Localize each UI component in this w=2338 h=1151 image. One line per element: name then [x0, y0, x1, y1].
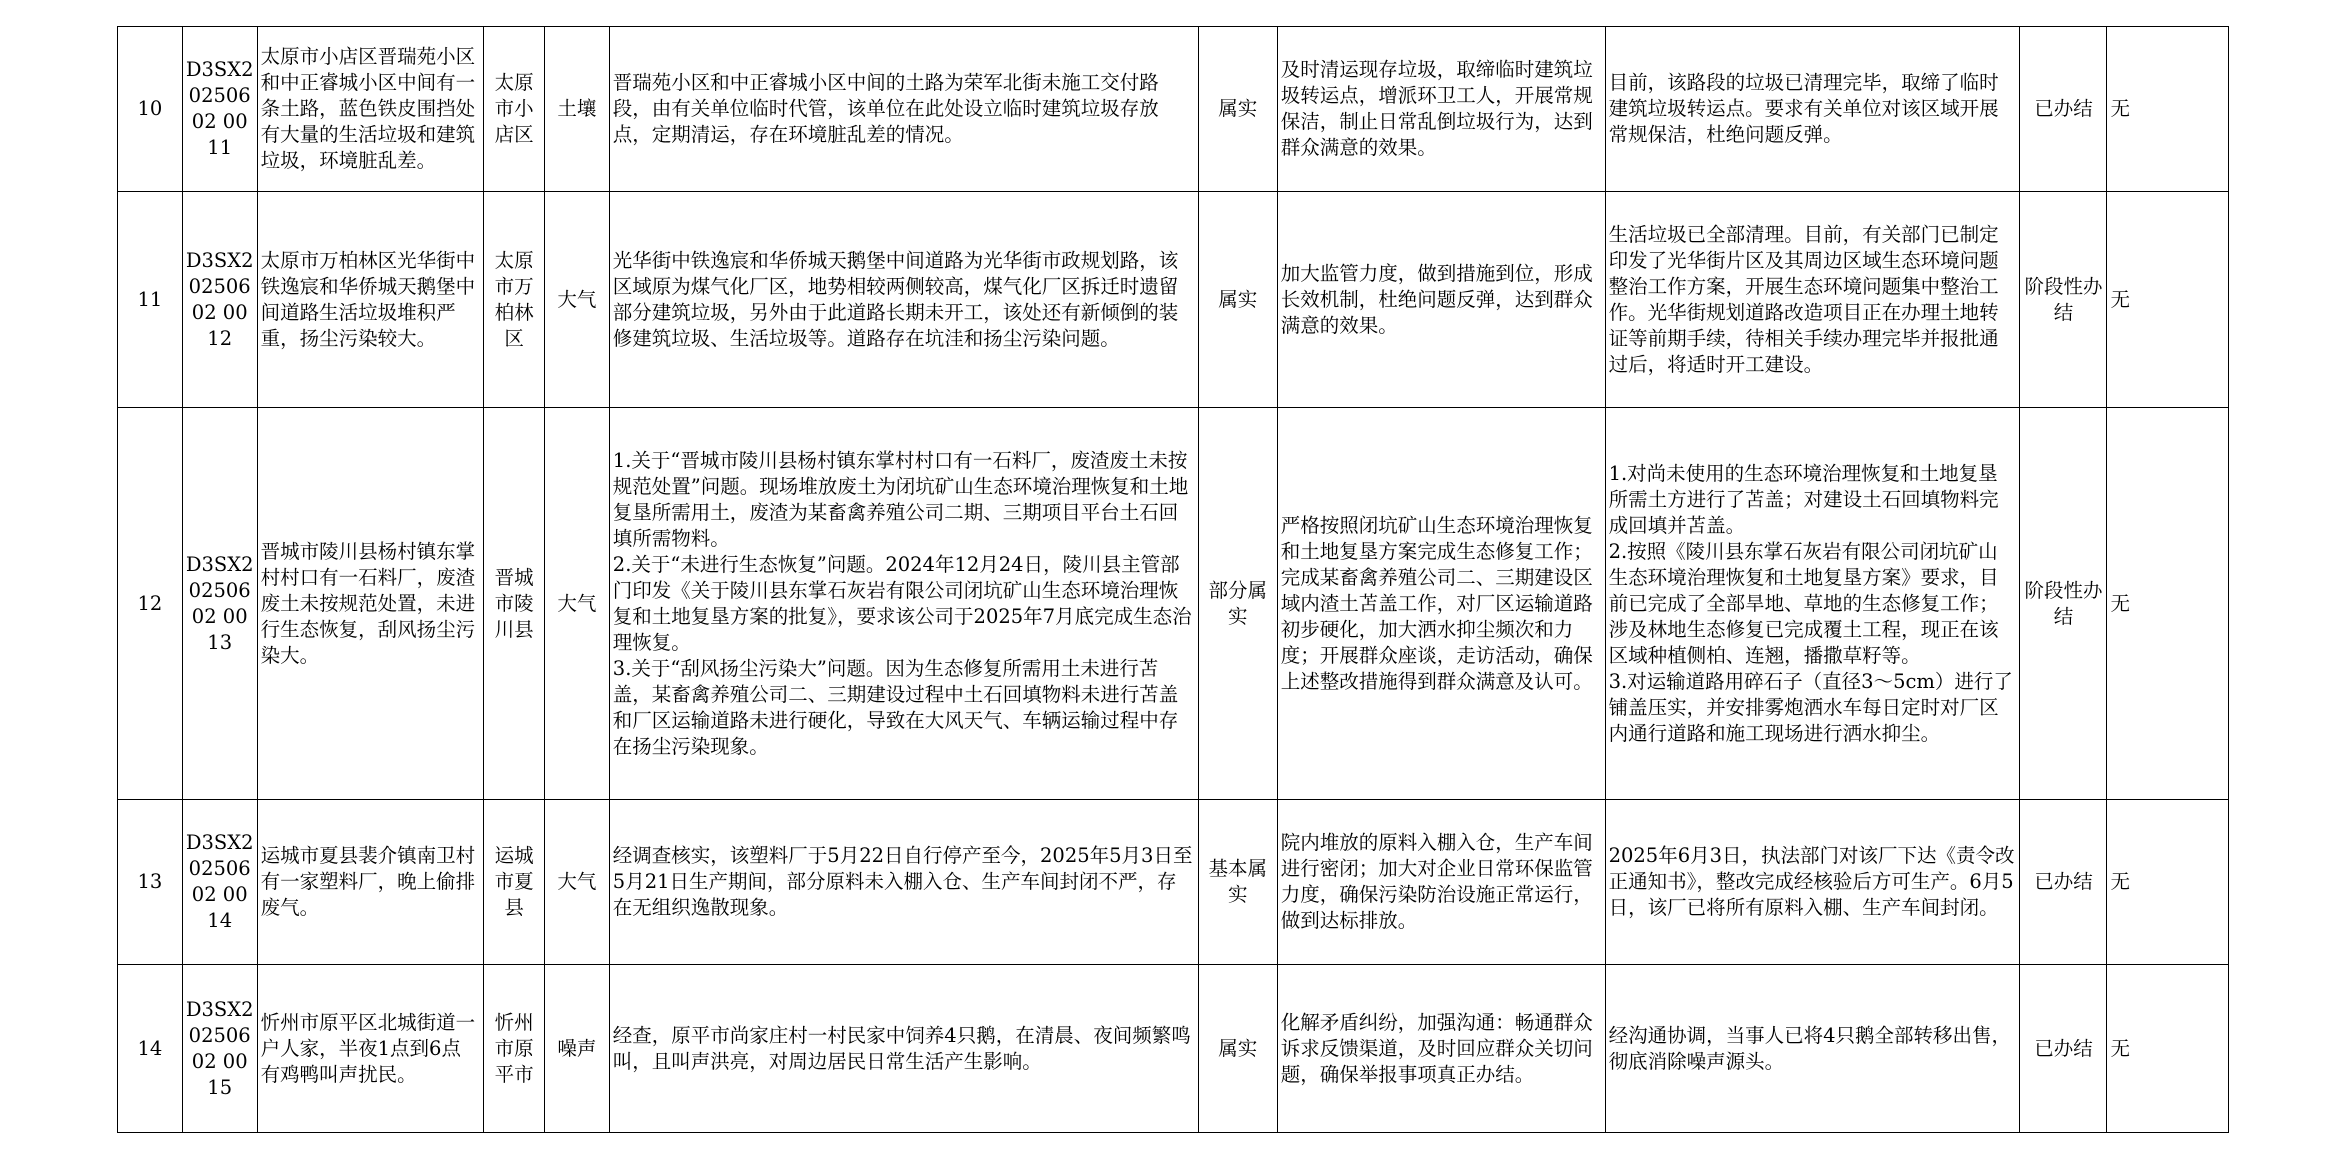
cell-status: 已办结: [2020, 800, 2107, 965]
cell-code: D3SX20250602 0014: [182, 800, 257, 965]
cell-type: 土壤: [545, 27, 610, 192]
cell-accountability: 无: [2107, 408, 2229, 800]
cell-no: 11: [118, 192, 183, 408]
cell-investigation: 光华街中铁逸宸和华侨城天鹅堡中间道路为光华街市政规划路，该区域原为煤气化厂区，地势相较两侧较高，煤气化厂区拆迁时遗留部分建筑垃圾，另外由于此道路长期未开工，该处还有新倾倒的装修建筑垃圾、生活垃圾等。道路存在坑洼和扬尘污染问题。: [609, 192, 1198, 408]
cell-no: 14: [118, 965, 183, 1133]
cell-no: 12: [118, 408, 183, 800]
cell-issue: 晋城市陵川县杨村镇东掌村村口有一石料厂，废渣废土未按规范处置，未进行生态恢复，刮风扬尘污染大。: [257, 408, 484, 800]
cell-region: 太原市万柏林区: [484, 192, 545, 408]
cell-result: 经沟通协调，当事人已将4只鹅全部转移出售，彻底消除噪声源头。: [1605, 965, 2020, 1133]
cell-no: 13: [118, 800, 183, 965]
cell-code: D3SX20250602 0013: [182, 408, 257, 800]
cell-accountability: 无: [2107, 192, 2229, 408]
cell-type: 大气: [545, 800, 610, 965]
cell-result: 生活垃圾已全部清理。目前，有关部门已制定印发了光华街片区及其周边区域生态环境问题整治工作方案，开展生态环境问题集中整治工作。光华街规划道路改造项目正在办理土地转证等前期手续，待相关手续办理完毕并报批通过后，将适时开工建设。: [1605, 192, 2020, 408]
cell-result: 1.对尚未使用的生态环境治理恢复和土地复垦所需土方进行了苫盖；对建设土石回填物料完成回填并苫盖。 2.按照《陵川县东掌石灰岩有限公司闭坑矿山生态环境治理恢复和土地复垦方案》要求，目前已完成了全部旱地、草地的生态修复工作；涉及林地生态修复已完成覆土工程，现正在该区域种植侧柏、连翘，播撒草籽等。 3.对运输道路用碎石子（直径3～5cm）进行了铺盖压实，并安排雾炮洒水车每日定时对厂区内通行道路和施工现场进行洒水抑尘。: [1605, 408, 2020, 800]
cell-region: 太原市小店区: [484, 27, 545, 192]
cell-verdict: 基本属实: [1198, 800, 1277, 965]
cell-status: 已办结: [2020, 27, 2107, 192]
cell-type: 大气: [545, 408, 610, 800]
cell-issue: 太原市小店区晋瑞苑小区和中正睿城小区中间有一条土路，蓝色铁皮围挡处有大量的生活垃圾和建筑垃圾，环境脏乱差。: [257, 27, 484, 192]
cell-type: 噪声: [545, 965, 610, 1133]
cell-verdict: 属实: [1198, 965, 1277, 1133]
cell-region: 忻州市原平市: [484, 965, 545, 1133]
cell-accountability: 无: [2107, 965, 2229, 1133]
cell-verdict: 属实: [1198, 192, 1277, 408]
cell-verdict: 部分属实: [1198, 408, 1277, 800]
cell-measures: 及时清运现存垃圾，取缔临时建筑垃圾转运点，增派环卫工人，开展常规保洁，制止日常乱倒垃圾行为，达到群众满意的效果。: [1277, 27, 1605, 192]
cell-verdict: 属实: [1198, 27, 1277, 192]
cell-status: 阶段性办结: [2020, 192, 2107, 408]
cell-region: 运城市夏县: [484, 800, 545, 965]
cell-result: 2025年6月3日，执法部门对该厂下达《责令改正通知书》，整改完成经核验后方可生产。6月5日，该厂已将所有原料入棚、生产车间封闭。: [1605, 800, 2020, 965]
cell-investigation: 1.关于“晋城市陵川县杨村镇东掌村村口有一石料厂，废渣废土未按规范处置”问题。现场堆放废土为闭坑矿山生态环境治理恢复和土地复垦所需用土，废渣为某畜禽养殖公司二期、三期项目平台土石回填所需物料。 2.关于“未进行生态恢复”问题。2024年12月24日，陵川县主管部门印发《关于陵川县东掌石灰岩有限公司闭坑矿山生态环境治理恢复和土地复垦方案的批复》，要求该公司于2025年7月底完成生态治理恢复。 3.关于“刮风扬尘污染大”问题。因为生态修复所需用土未进行苫盖，某畜禽养殖公司二、三期建设过程中土石回填物料未进行苫盖和厂区运输道路未进行硬化，导致在大风天气、车辆运输过程中存在扬尘污染现象。: [609, 408, 1198, 800]
cell-measures: 加大监管力度，做到措施到位，形成长效机制，杜绝问题反弹，达到群众满意的效果。: [1277, 192, 1605, 408]
cell-accountability: 无: [2107, 27, 2229, 192]
table-row: [118, 408, 2229, 800]
table-body: [118, 27, 2229, 1133]
cell-investigation: 晋瑞苑小区和中正睿城小区中间的土路为荣军北街未施工交付路段，由有关单位临时代管，该单位在此处设立临时建筑垃圾存放点，定期清运，存在环境脏乱差的情况。: [609, 27, 1198, 192]
cell-type: 大气: [545, 192, 610, 408]
cell-issue: 忻州市原平区北城街道一户人家，半夜1点到6点有鸡鸭叫声扰民。: [257, 965, 484, 1133]
cell-code: D3SX20250602 0011: [182, 27, 257, 192]
cell-status: 已办结: [2020, 965, 2107, 1133]
cell-measures: 严格按照闭坑矿山生态环境治理恢复和土地复垦方案完成生态修复工作；完成某畜禽养殖公司二、三期建设区域内渣土苫盖工作，对厂区运输道路初步硬化，加大洒水抑尘频次和力度；开展群众座谈，走访活动，确保上述整改措施得到群众满意及认可。: [1277, 408, 1605, 800]
cell-accountability: 无: [2107, 800, 2229, 965]
cell-region: 晋城市陵川县: [484, 408, 545, 800]
cell-measures: 化解矛盾纠纷，加强沟通：畅通群众诉求反馈渠道，及时回应群众关切问题，确保举报事项真正办结。: [1277, 965, 1605, 1133]
cell-issue: 运城市夏县裴介镇南卫村有一家塑料厂，晚上偷排废气。: [257, 800, 484, 965]
cell-status: 阶段性办结: [2020, 408, 2107, 800]
table-row: [118, 800, 2229, 965]
table-row: [118, 27, 2229, 192]
cell-code: D3SX20250602 0012: [182, 192, 257, 408]
cell-investigation: 经查，原平市尚家庄村一村民家中饲养4只鹅，在清晨、夜间频繁鸣叫，且叫声洪亮，对周边居民日常生活产生影响。: [609, 965, 1198, 1133]
cell-no: 10: [118, 27, 183, 192]
table-row: [118, 965, 2229, 1133]
cell-investigation: 经调查核实，该塑料厂于5月22日自行停产至今，2025年5月3日至5月21日生产期间，部分原料未入棚入仓、生产车间封闭不严，存在无组织逸散现象。: [609, 800, 1198, 965]
complaint-report-table: [117, 26, 2229, 1133]
cell-code: D3SX20250602 0015: [182, 965, 257, 1133]
cell-issue: 太原市万柏林区光华街中铁逸宸和华侨城天鹅堡中间道路生活垃圾堆积严重，扬尘污染较大。: [257, 192, 484, 408]
cell-result: 目前，该路段的垃圾已清理完毕，取缔了临时建筑垃圾转运点。要求有关单位对该区域开展常规保洁，杜绝问题反弹。: [1605, 27, 2020, 192]
cell-measures: 院内堆放的原料入棚入仓，生产车间进行密闭；加大对企业日常环保监管力度，确保污染防治设施正常运行，做到达标排放。: [1277, 800, 1605, 965]
table-row: [118, 192, 2229, 408]
